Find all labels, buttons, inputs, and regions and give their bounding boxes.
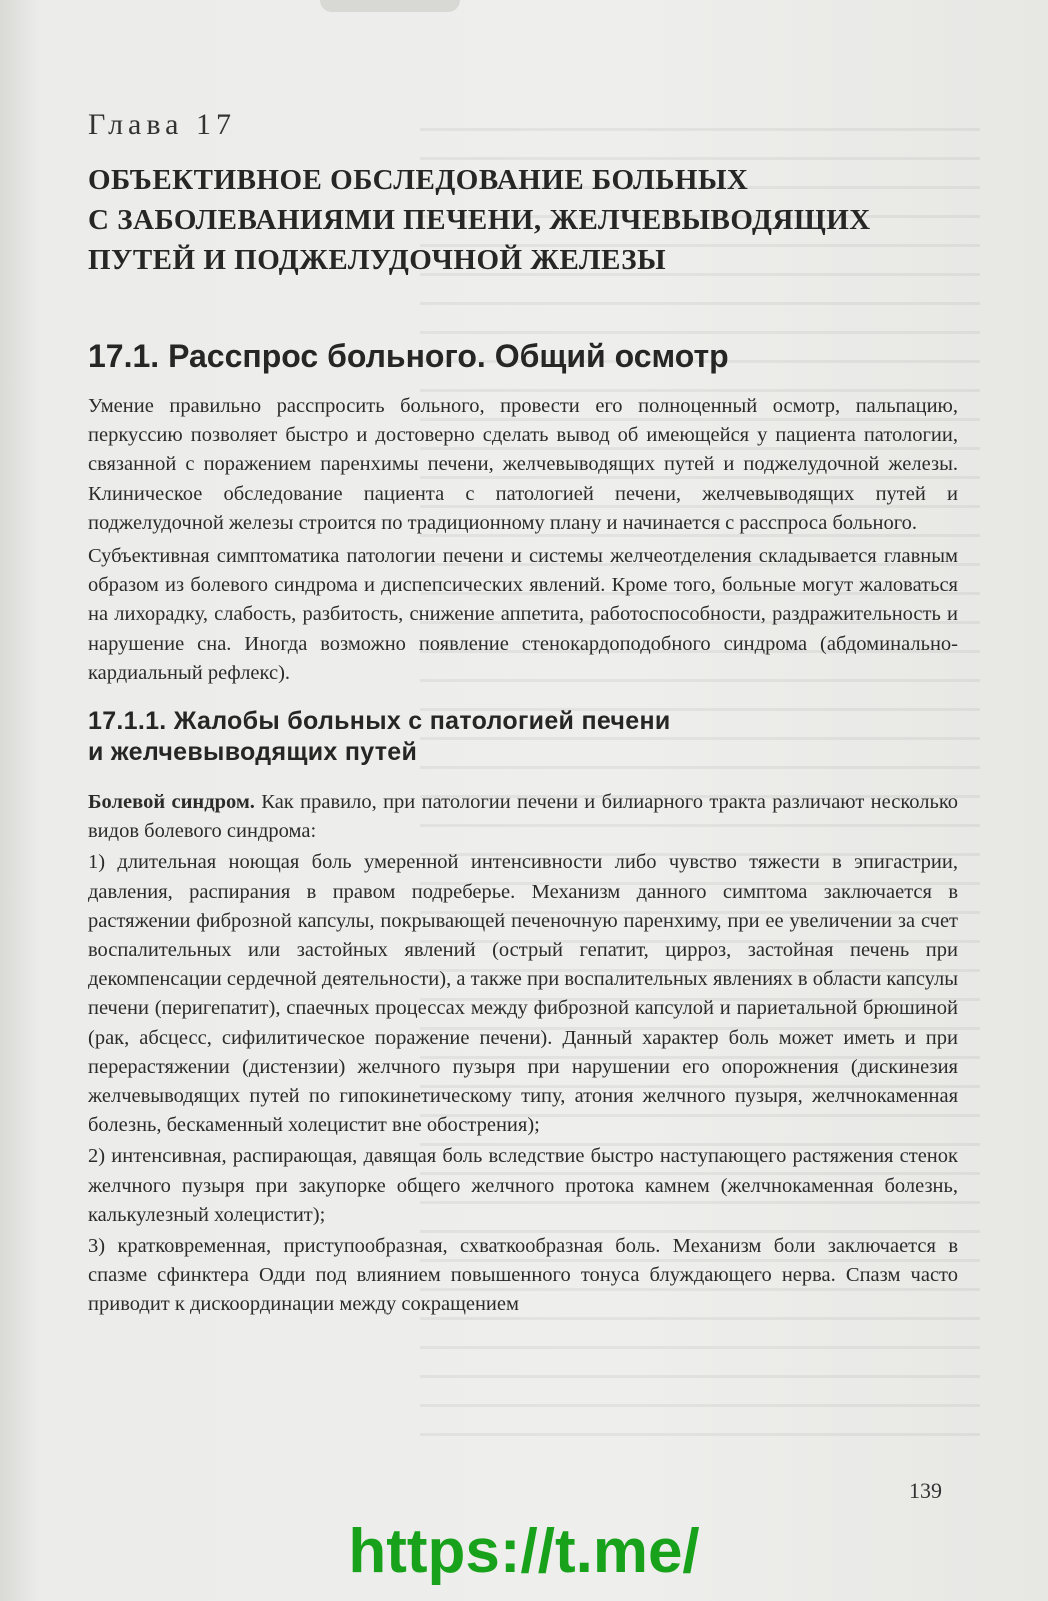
page-number: 139 [909,1478,942,1503]
subsection-heading-line: и желчевыводящих путей [88,738,418,767]
watermark-link: https://t.me/ [348,1517,700,1586]
chapter-label: Глава 17 [88,108,236,141]
paragraph: Умение правильно расспросить больного, провести его полноценный осмотр, пальпацию, перкуссию позволяет быстро и достоверно сделать вывод об имеющейся у пациента патологии, связанной с поражением паренхимы печени, желчевыводящих путей и поджелудочной железы. Клиническое обследование пациента с патологией печени, желчевыводящих путей и поджелудочной железы строится по традиционному плану и начинается с расспроса больного. [88,395,958,534]
section-heading: 17.1. Расспрос больного. Общий осмотр [88,338,729,374]
chapter-title-line: ОБЪЕКТИВНОЕ ОБСЛЕДОВАНИЕ БОЛЬНЫХ [88,164,749,196]
list-item: 2) интенсивная, распирающая, давящая боль вследствие быстро наступающего растяжения стенок желчного пузыря при закупорке общего желчного протока камнем (желчнокаменная болезнь, калькулезный холецистит); [88,1145,958,1226]
page-content [88,108,958,1320]
bold-lead: Болевой синдром. [88,791,255,814]
chapter-title-line: С ЗАБОЛЕВАНИЯМИ ПЕЧЕНИ, ЖЕЛЧЕВЫВОДЯЩИХ [88,204,871,236]
lead-text: Как правило, при патологии печени и билиарного тракта различают несколько видов болевого синдрома: [88,791,958,843]
list-item: 3) кратковременная, приступообразная, схваткообразная боль. Механизм боли заключается в спазме сфинктера Одди под влиянием повышенного тонуса блуждающего нерва. Спазм часто приводит к дискоординации между сокращением [88,1235,958,1316]
chapter-title [88,160,958,280]
paragraph [88,788,958,846]
subsection-heading [88,706,958,768]
subsection-heading-line: 17.1.1. Жалобы больных с патологией печени [88,707,671,736]
page-shadow [320,0,460,12]
chapter-title-line: ПУТЕЙ И ПОДЖЕЛУДОЧНОЙ ЖЕЛЕЗЫ [88,244,667,276]
paragraph: Субъективная симптоматика патологии печени и системы желчеотделения складывается главным образом из болевого синдрома и диспепсических явлений. Кроме того, больные могут жаловаться на лихорадку, слабость, разбитость, снижение аппетита, работоспособности, раздражительность и нарушение сна. Иногда возможно появление стенокардоподобного синдрома (абдоминально-кардиальный рефлекс). [88,545,958,684]
list-item: 1) длительная ноющая боль умеренной интенсивности либо чувство тяжести в эпигастрии, давления, распирания в правом подреберье. Механизм данного симптома заключается в растяжении фиброзной капсулы, покрывающей печеночную паренхиму, при ее увеличении за счет воспалительных или застойных явлений (острый гепатит, цирроз, застойная печень при декомпенсации сердечной деятельности), а также при воспалительных явлениях в области капсулы печени (перигепатит), спаечных процессах между фиброзной капсулой и париетальной брюшиной (рак, абсцесс, сифилитическое поражение печени). Данный характер боль может иметь и при перерастяжении (дистензии) желчного пузыря при нарушении его опорожнения (дискинезия желчевыводящих путей по гипокинетическому типу, атония желчного пузыря, желчнокаменная болезнь, бескаменный холецистит вне обострения); [88,851,958,1137]
